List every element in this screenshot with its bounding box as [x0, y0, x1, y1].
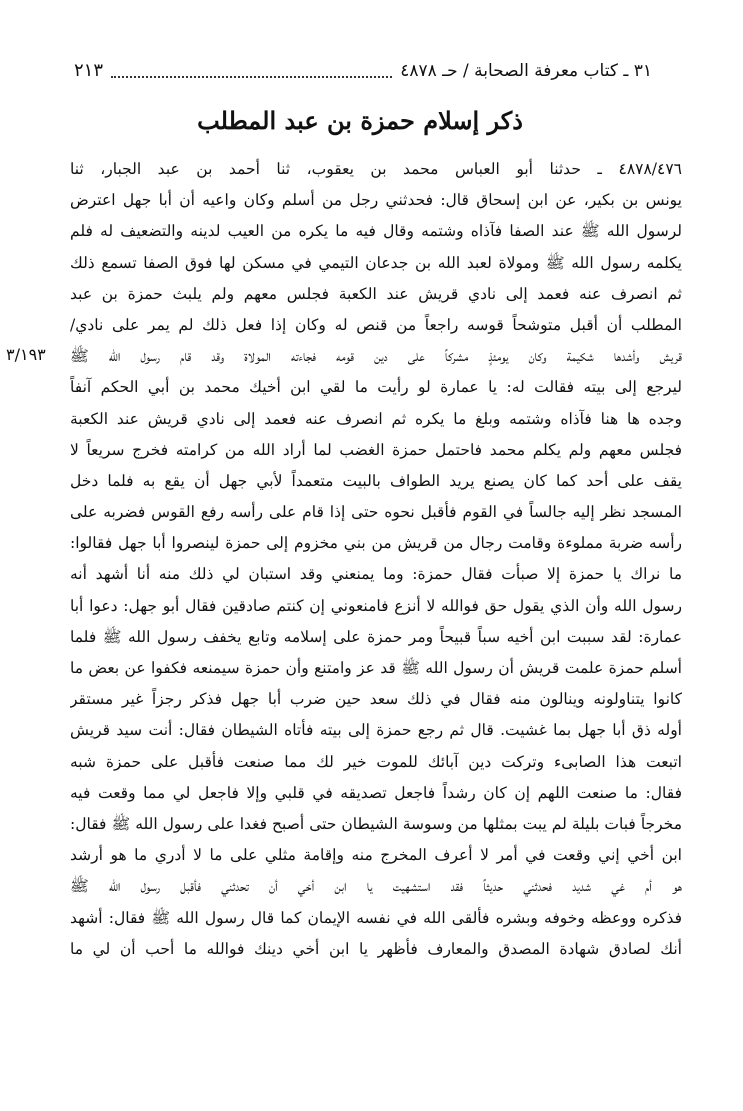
- text-line: فجلس معهم ولم يكلم محمد فاحتمل حمزة الغضب لما أراد الله من كرامته فخرج سريعاً لا: [70, 440, 682, 459]
- text-line: المسجد نظر إليه جالساً في القوم فأقبل نحوه حتى إذا قام على رأسه رفع القوس فضربه على: [70, 503, 682, 522]
- text-line: مخرجاً فبات بليلة لم يبت بمثلها من وسوسة الشيطان حتى أصبح فغدا على رسول الله ﷺ فقال:: [70, 814, 682, 833]
- text-line: ابن أخي إني وقعت في أمر لا أعرف المخرج منه وإقامة مثلي على ما لا أدري ما هو أرشد: [70, 846, 682, 865]
- text-line: قريش وأشدها شكيمة وكان يومئذٍ مشركاً على دين قومه فجاءته المولاة وقد قام رسول الله ﷺ: [70, 347, 682, 366]
- text-line: لرسول الله ﷺ عند الصفا فآذاه وشتمه وقال فيه ما يكره من العيب لدينه والتضعيف له فلم: [70, 222, 682, 241]
- text-line: يقف على أحد كما كان يصنع يريد الطواف بالبيت متعمداً لأبي جهل أن يقع به فلما دخل: [70, 471, 682, 490]
- running-header: [74, 58, 652, 84]
- text-line: أوله ذق أبا جهل بما غشيت. قال ثم رجع حمزة إلى بيته فأتاه الشيطان فقال: أنت سيد قريش: [70, 721, 682, 740]
- margin-reference: ٣/١٩٣: [6, 345, 46, 364]
- text-line: أنك لصادق شهادة المصدق والمعارف فأظهر يا ابن أخي دينك فوالله ما أحب أن لي ما: [70, 939, 682, 958]
- text-line: هو أم غي شديد فحدثني حديثاً فقد استشهيت يا ابن أخي أن تحدثني فأقبل رسول الله ﷺ: [70, 877, 682, 896]
- text-line: وجده ها هنا فآذاه وشتمه وبلغ ما يكره ثم انصرف عنه فعمد إلى نادي قريش عند الكعبة: [70, 409, 682, 428]
- header-dot-leader: [111, 64, 392, 78]
- text-line: اتبعت هذا الصابىء وتركت دين آبائك للموت خير لك مما صنعت فأقبل على حمزة شبه: [70, 752, 682, 771]
- running-header-chapter: ٣١ ـ كتاب معرفة الصحابة / حـ ٤٨٧٨: [400, 61, 652, 81]
- section-title: ذكر إسلام حمزة بن عبد المطلب: [197, 106, 523, 135]
- text-line: يكلمه رسول الله ﷺ ومولاة لعبد الله بن جدعان التيمي في مسكن لها فوق الصفا تسمع ذلك: [70, 253, 682, 272]
- text-line: عمارة: لقد سببت ابن أخيه سباً قبيحاً ومر حمزة على إسلامه وتابع يخفف رسول الله ﷺ فلما: [70, 627, 682, 646]
- text-line: ثم انصرف عنه فعمد إلى نادي قريش عند الكعبة فجلس معهم ولم يلبث حمزة بن عبد: [70, 284, 682, 303]
- text-line: فذكره ووعظه وخوفه وبشره فألقى الله في نفسه الإيمان كما قال رسول الله ﷺ فقال: أشهد: [70, 908, 682, 927]
- text-line: رسول الله وأن الذي يقول حق فوالله لا أنزع فامنعوني إن كنتم صادقين فقال أبو جهل: دعوا أبا: [70, 596, 682, 615]
- hadith-body: [70, 154, 682, 965]
- text-line: المطلب أن أقبل متوشحاً قوسه راجعاً من قنص له وكان إذا فعل ذلك لم يمر على نادي/: [70, 315, 682, 334]
- text-line: رأسه ضربة مملوءة وقامت رجال من قريش من بني مخزوم إلى حمزة لينصروا أبا جهل فقالوا:: [70, 534, 682, 553]
- text-line: أسلم حمزة علمت قريش أن رسول الله ﷺ قد عز وامتنع وأن حمزة سيمنعه فكفوا عن بعض ما: [70, 659, 682, 677]
- text-line: ليرجع إلى بيته فقالت له: يا عمارة لو رأيت ما لقي ابن أخيك محمد بن أبي الحكم آنفاً: [70, 378, 682, 397]
- text-line: ما نراك يا حمزة إلا صبأت فقال حمزة: وما يمنعني وقد استبان لي ذلك منه أنا أشهد أنه: [70, 565, 682, 584]
- text-line: كانوا يتناولونه وينالون منه فقال في ذلك سعد حين ضرب أبا جهل فذكر رجزاً غير مستقر: [70, 690, 682, 709]
- text-line: ٤٨٧٨/٤٧٦ ـ حدثنا أبو العباس محمد بن يعقوب، ثنا أحمد بن عبد الجبار، ثنا: [70, 160, 682, 178]
- page-number: ٢١٣: [74, 60, 104, 81]
- text-line: فقال: ما صنعت اللهم إن كان رشداً فاجعل تصديقه في قلبي وإلا فاجعل لي مما وقعت فيه: [70, 783, 682, 802]
- text-line: يونس بن بكير، عن ابن إسحاق قال: فحدثني رجل من أسلم وكان واعيه أن أبا جهل اعترض: [70, 191, 682, 210]
